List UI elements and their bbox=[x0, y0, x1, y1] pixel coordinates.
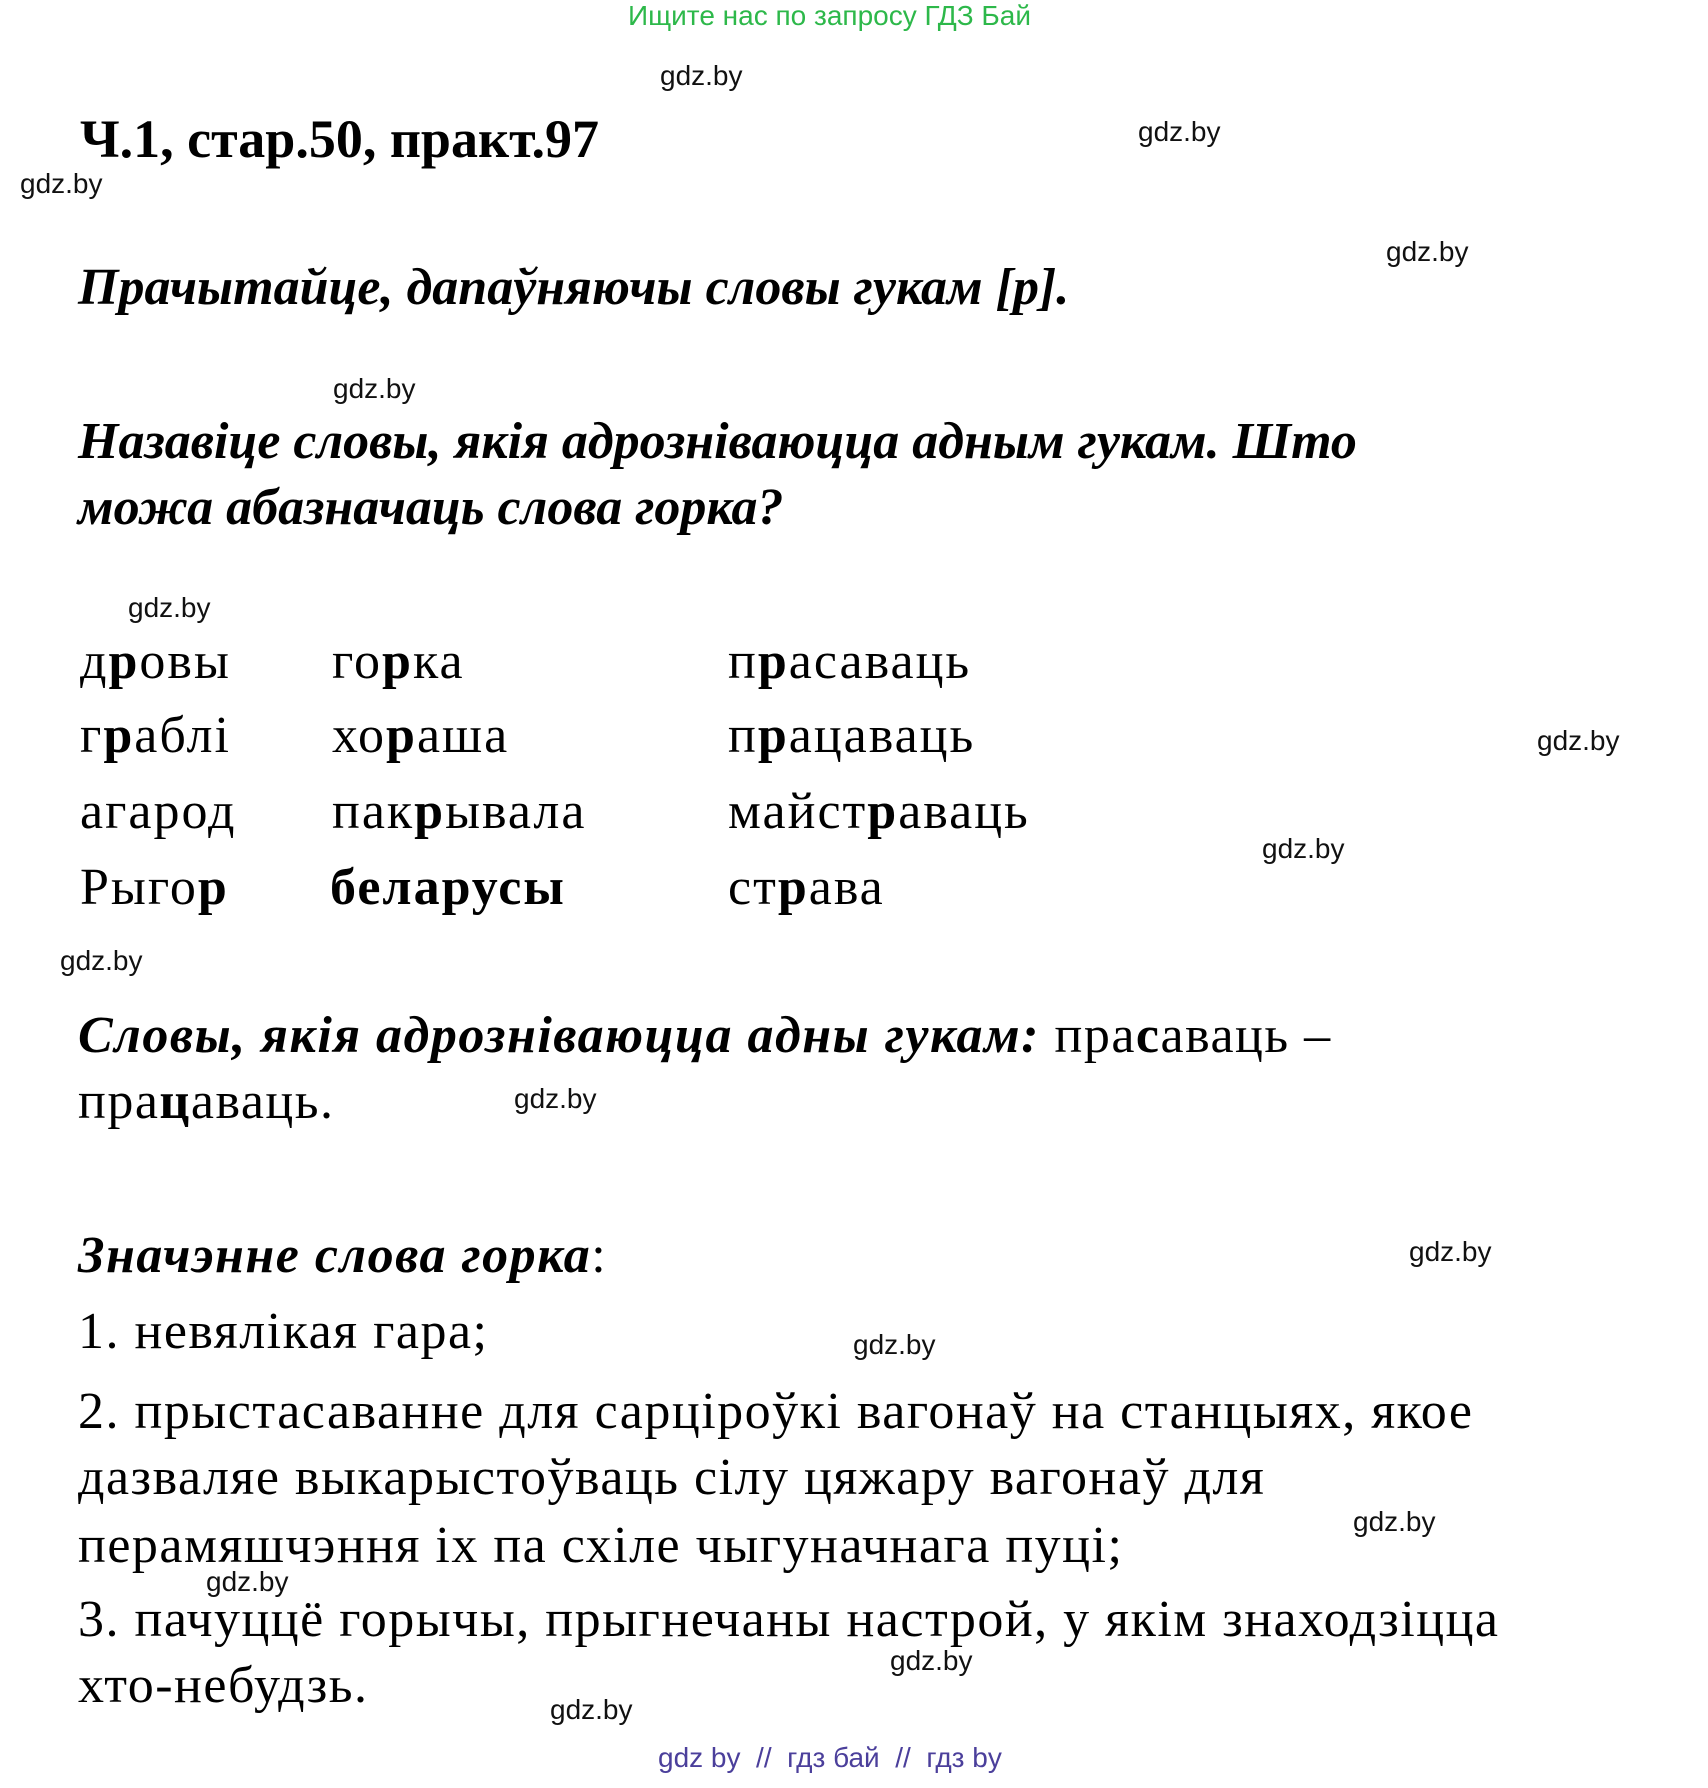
word-item: пакрывала bbox=[332, 783, 587, 840]
word-item: горка bbox=[332, 633, 465, 690]
word-item: прасаваць bbox=[728, 633, 972, 690]
meaning-line-5: 3. пачуццё горычы, прыгнечаны настрой, у якім знаходзіцца bbox=[78, 1591, 1500, 1648]
meaning-line-2: 2. прыстасаванне для сарціроўкі вагонаў на станцыях, якое bbox=[78, 1383, 1474, 1440]
task-instruction-2-line-2: можа абазначаць слова горка? bbox=[78, 479, 784, 536]
watermark: gdz.by bbox=[890, 1645, 973, 1676]
word-item: граблі bbox=[80, 707, 231, 764]
footer-links[interactable]: gdz by // гдз бай // гдз by bbox=[658, 1742, 1002, 1773]
watermark: gdz.by bbox=[1262, 833, 1345, 864]
meaning-heading: Значэнне слова горка: bbox=[78, 1227, 608, 1284]
watermark: gdz.by bbox=[1138, 116, 1221, 147]
watermark: gdz.by bbox=[660, 60, 743, 91]
watermark: gdz.by bbox=[20, 168, 103, 199]
watermark: gdz.by bbox=[1409, 1236, 1492, 1267]
word-item: агарод bbox=[80, 783, 237, 840]
task-instruction-2-line-1: Назавіце словы, якія адрозніваюцца адным гукам. Што bbox=[78, 413, 1357, 470]
watermark: gdz.by bbox=[1353, 1506, 1436, 1537]
watermark: gdz.by bbox=[514, 1083, 597, 1114]
word-item: страва bbox=[728, 859, 885, 916]
meaning-line-6: хто-небудзь. bbox=[78, 1657, 369, 1714]
answer-line-2: працаваць. bbox=[78, 1073, 335, 1130]
page-title: Ч.1, стар.50, практ.97 bbox=[80, 109, 600, 169]
word-item: працаваць bbox=[728, 707, 976, 764]
watermark: gdz.by bbox=[853, 1329, 936, 1360]
watermark: gdz.by bbox=[128, 592, 211, 623]
answer-line-1: Словы, якія адрозніваюцца адны гукам: прасаваць – bbox=[78, 1007, 1332, 1064]
word-item: беларусы bbox=[330, 859, 566, 916]
word-item: хораша bbox=[332, 707, 510, 764]
watermark: gdz.by bbox=[333, 373, 416, 404]
word-item: Рыгор bbox=[80, 859, 229, 916]
top-banner: Ищите нас по запросу ГДЗ Бай bbox=[628, 0, 1032, 31]
watermark: gdz.by bbox=[60, 945, 143, 976]
word-item: дровы bbox=[80, 633, 231, 690]
task-instruction-1: Прачытайце, дапаўняючы словы гукам [р]. bbox=[78, 259, 1070, 316]
watermark: gdz.by bbox=[1537, 725, 1620, 756]
watermark: gdz.by bbox=[1386, 236, 1469, 267]
meaning-line-1: 1. невялікая гара; bbox=[78, 1303, 489, 1360]
watermark: gdz.by bbox=[550, 1694, 633, 1725]
word-item: майстраваць bbox=[728, 783, 1030, 840]
meaning-line-4: перамяшчэння іх па схіле чыгуначнага пуці; bbox=[78, 1517, 1124, 1574]
meaning-line-3: дазваляе выкарыстоўваць сілу цяжару вагонаў для bbox=[78, 1449, 1266, 1506]
watermark: gdz.by bbox=[206, 1566, 289, 1597]
